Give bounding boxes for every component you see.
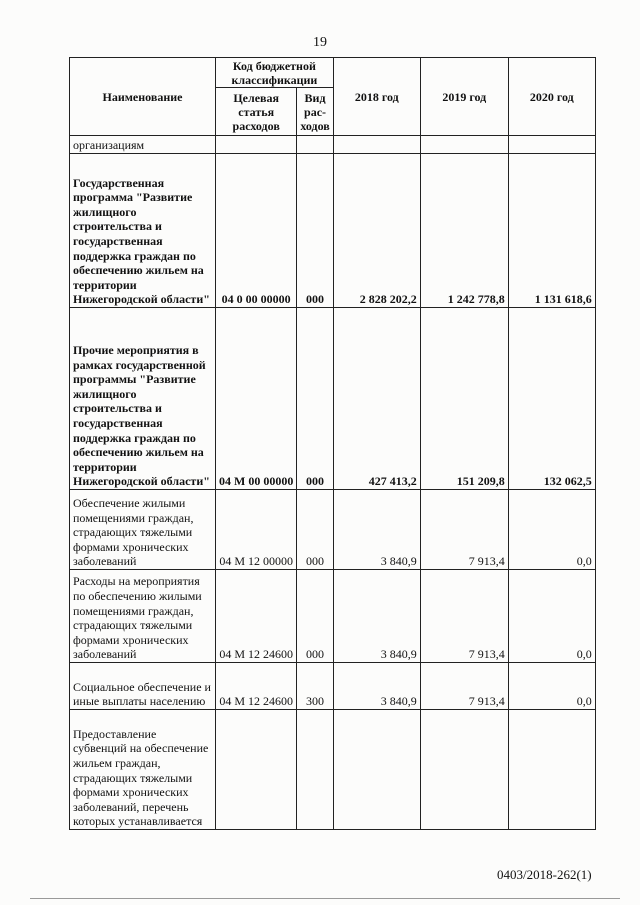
page-number: 19 [313,35,327,50]
row-2018: 3 840,9 [333,490,420,570]
row-2020: 0,0 [508,663,595,710]
row-2020: 0,0 [508,570,595,663]
row-code: 04 0 00 00000 [216,154,297,308]
row-2018: 2 828 202,2 [333,154,420,308]
bottom-rule [30,898,620,899]
header-2019: 2019 год [420,58,508,136]
row-2020: 1 131 618,6 [508,154,595,308]
row-vid: 000 [297,490,333,570]
row-2019: 7 913,4 [420,490,508,570]
row-2019: 151 209,8 [420,308,508,490]
row-code [216,136,297,154]
row-name: Государственная программа "Развитие жилищного строительства и государственная поддержка граждан по обеспечению жильем на территории Нижегородской области" [70,154,216,308]
row-name: Предоставление субвенций на обеспечение жильем граждан, страдающих тяжелыми формами хронических заболеваний, перечень которых устанавливается [70,710,216,830]
table-row [70,308,596,490]
table-row [70,710,596,830]
row-vid: 000 [297,154,333,308]
header-code-group: Код бюджетной классификации [216,58,334,88]
row-2020 [508,710,595,830]
row-code: 04 М 12 24600 [216,663,297,710]
header-2018: 2018 год [333,58,420,136]
row-2020 [508,136,595,154]
row-2018 [333,710,420,830]
row-vid [297,710,333,830]
document-code: 0403/2018-262(1) [497,867,592,882]
row-2019: 1 242 778,8 [420,154,508,308]
row-code: 04 М 00 00000 [216,308,297,490]
row-2019: 7 913,4 [420,570,508,663]
header-target: Целевая статья расходов [216,88,297,136]
row-name: Прочие мероприятия в рамках государственной программы "Развитие жилищного строительства и государственная поддержка граждан по обеспечению жильем на территории Нижегородской области" [70,308,216,490]
row-vid: 300 [297,663,333,710]
header-vid: Вид рас- ходов [297,88,333,136]
header-2020: 2020 год [508,58,595,136]
row-name: Социальное обеспечение и иные выплаты населению [70,663,216,710]
row-2020: 0,0 [508,490,595,570]
row-2019: 7 913,4 [420,663,508,710]
header-name: Наименование [70,58,216,136]
row-vid: 000 [297,570,333,663]
row-name: Обеспечение жилыми помещениями граждан, страдающих тяжелыми формами хронических заболеваний [70,490,216,570]
table-row [70,154,596,308]
row-vid [297,136,333,154]
row-2018: 3 840,9 [333,663,420,710]
row-code: 04 М 12 00000 [216,490,297,570]
row-2019 [420,136,508,154]
row-code [216,710,297,830]
row-2020: 132 062,5 [508,308,595,490]
table-row [70,570,596,663]
table-row [70,136,596,154]
row-code: 04 М 12 24600 [216,570,297,663]
row-2018: 3 840,9 [333,570,420,663]
row-2018: 427 413,2 [333,308,420,490]
table-row [70,490,596,570]
row-vid: 000 [297,308,333,490]
row-2018 [333,136,420,154]
row-name: организациям [70,136,216,154]
row-name: Расходы на мероприятия по обеспечению жилыми помещениями граждан, страдающих тяжелыми формами хронических заболеваний [70,570,216,663]
budget-table [69,57,596,830]
row-2019 [420,710,508,830]
table-row [70,663,596,710]
